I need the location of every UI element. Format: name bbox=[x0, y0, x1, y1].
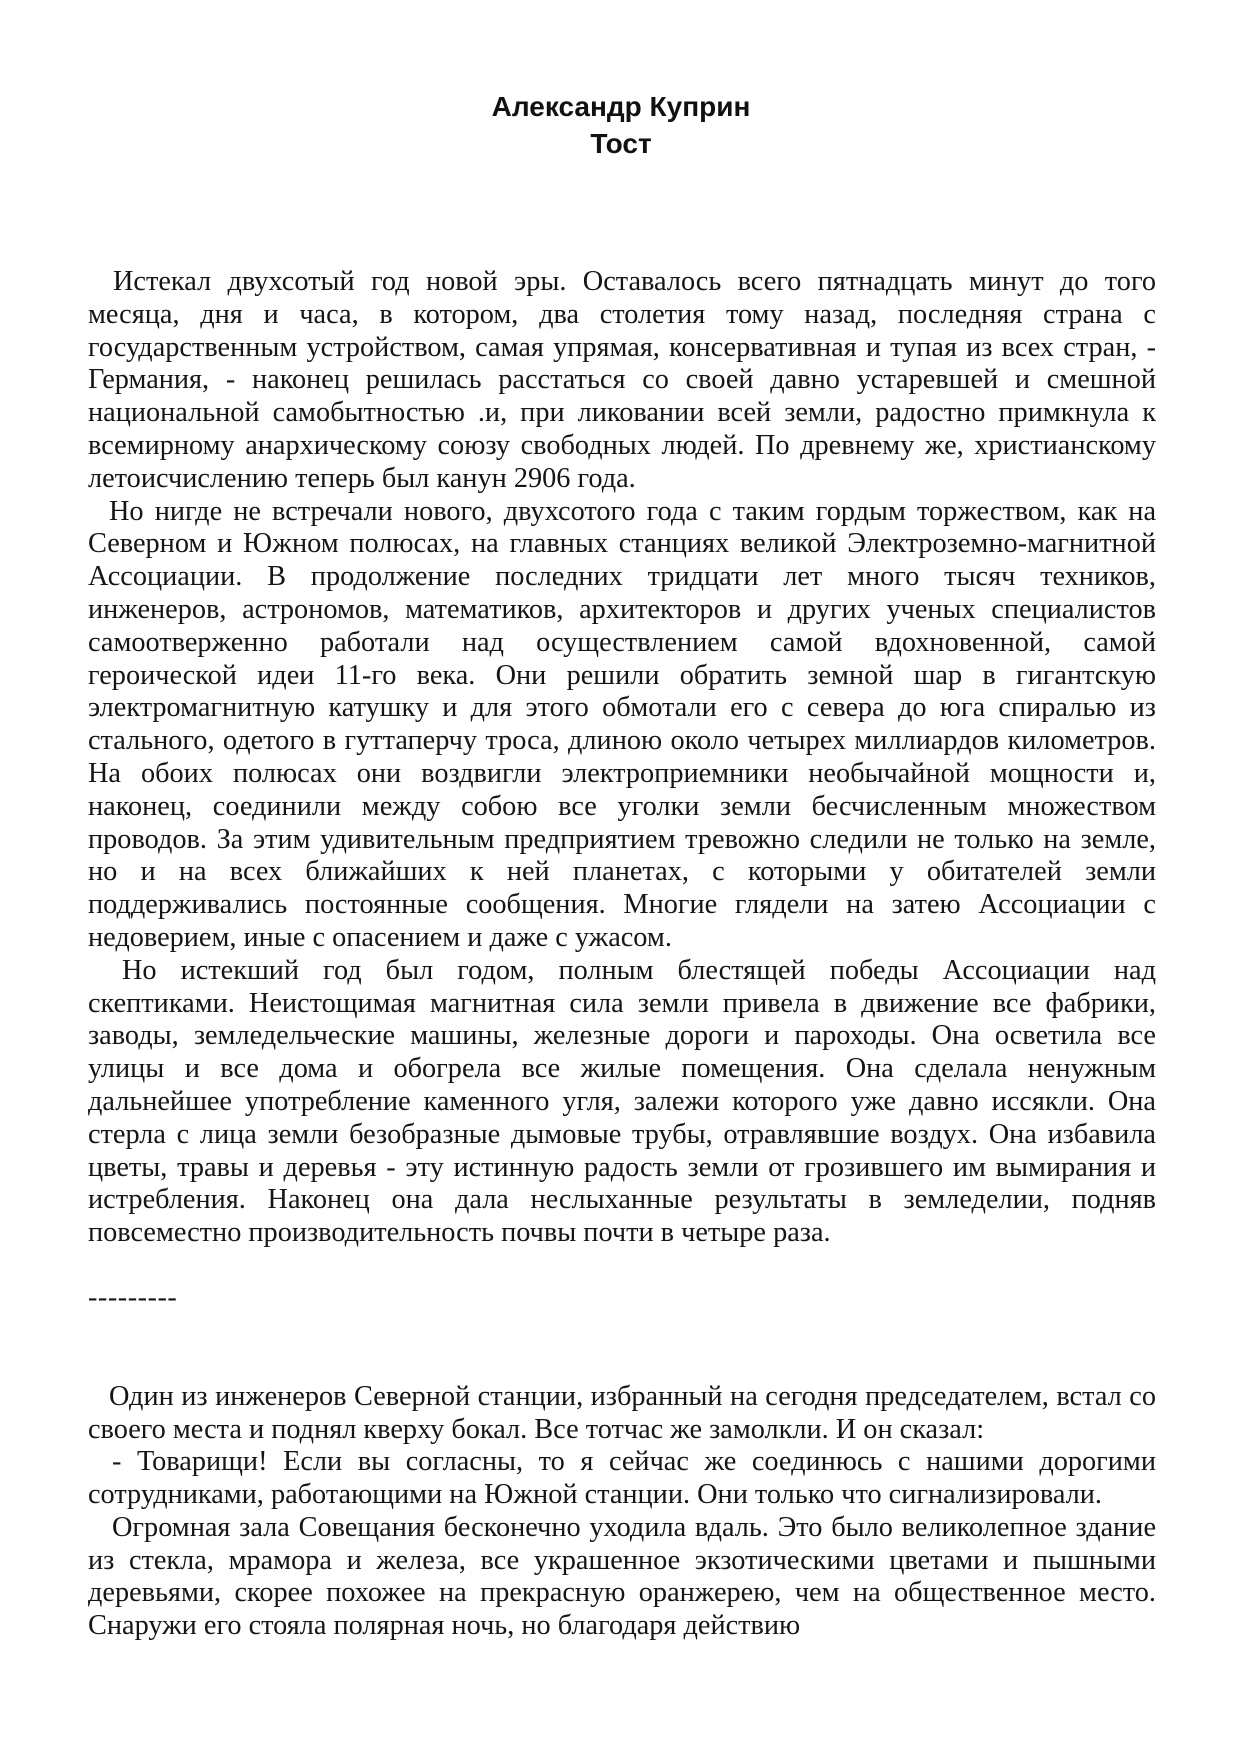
document-header bbox=[0, 88, 1242, 162]
paragraph-4: Один из инженеров Северной станции, избранный на сегодня председателем, встал со своего места и поднял кверху бокал. Все тотчас же замолкли. И он сказал: bbox=[88, 1380, 1156, 1445]
spacer bbox=[88, 1315, 1156, 1381]
paragraph-2: Но нигде не встречали нового, двухсотого года с таким гордым торжеством, как на Северном и Южном полюсах, на главных станциях великой Электроземно-магнитной Ассоциации. В продолжение последних тридцати лет много тысяч техников, инженеров, астрономов, математиков, архитекторов и других ученых специалистов самоотверженно работали над осуществлением самой вдохновенной, самой героической идеи 11-го века. Они решили обратить земной шар в гигантскую электромагнитную катушку и для этого обмотали его с севера до юга спиралью из стального, одетого в гуттаперчу троса, длиною около четырех миллиардов километров. На обоих полюсах они воздвигли электроприемники необычайной мощности и, наконец, соединили между собою все уголки земли бесчисленным множеством проводов. За этим удивительным предприятием тревожно следили не только на земле, но и на всех ближайших к ней планетах, с которыми у обитателей земли поддерживались постоянные сообщения. Многие глядели на затею Ассоциации с недоверием, иные с опасением и даже с ужасом. bbox=[88, 495, 1156, 953]
author-name: Александр Куприн bbox=[491, 91, 751, 122]
section-separator: --------- bbox=[88, 1281, 178, 1313]
paragraph-5: - Товарищи! Если вы согласны, то я сейчас же соединюсь с нашими дорогими сотрудниками, работающими на Южной станции. Они только что сигнализировали. bbox=[88, 1446, 1156, 1511]
story-text bbox=[88, 266, 1156, 1643]
spacer bbox=[88, 1250, 1156, 1282]
story-title: Тост bbox=[590, 128, 652, 159]
paragraph-3: Но истекший год был годом, полным блестящей победы Ассоциации над скептиками. Неистощимая магнитная сила земли привела в движение все фабрики, заводы, земледельческие машины, железные дороги и пароходы. Она осветила все улицы и все дома и обогрела все жилые помещения. Она сделала ненужным дальнейшее употребление каменного угля, залежи которого уже давно иссякли. Она стерла с лица земли безобразные дымовые трубы, отравлявшие воздух. Она избавила цветы, травы и деревья - эту истинную радость земли от грозившего им вымирания и истребления. Наконец она дала неслыханные результаты в земледелии, подняв повсеместно производительность почвы почти в четыре раза. bbox=[88, 954, 1156, 1249]
paragraph-1: Истекал двухсотый год новой эры. Оставалось всего пятнадцать минут до того месяца, дня и часа, в котором, два столетия тому назад, последняя страна с государственным устройством, самая упрямая, консервативная и тупая из всех стран, - Германия, - наконец решилась расстаться со своей давно устаревшей и смешной национальной самобытностью .и, при ликовании всей земли, радостно примкнула к всемирному анархическому союзу свободных людей. По древнему же, христианскому летоисчислению теперь был канун 2906 года. bbox=[88, 266, 1156, 494]
paragraph-6: Огромная зала Совещания бесконечно уходила вдаль. Это было великолепное здание из стекла, мрамора и железа, все украшенное экзотическими цветами и пышными деревьями, скорее похожее на прекрасную оранжерею, чем на общественное место. Снаружи его стояла полярная ночь, но благодаря действию bbox=[88, 1511, 1156, 1642]
